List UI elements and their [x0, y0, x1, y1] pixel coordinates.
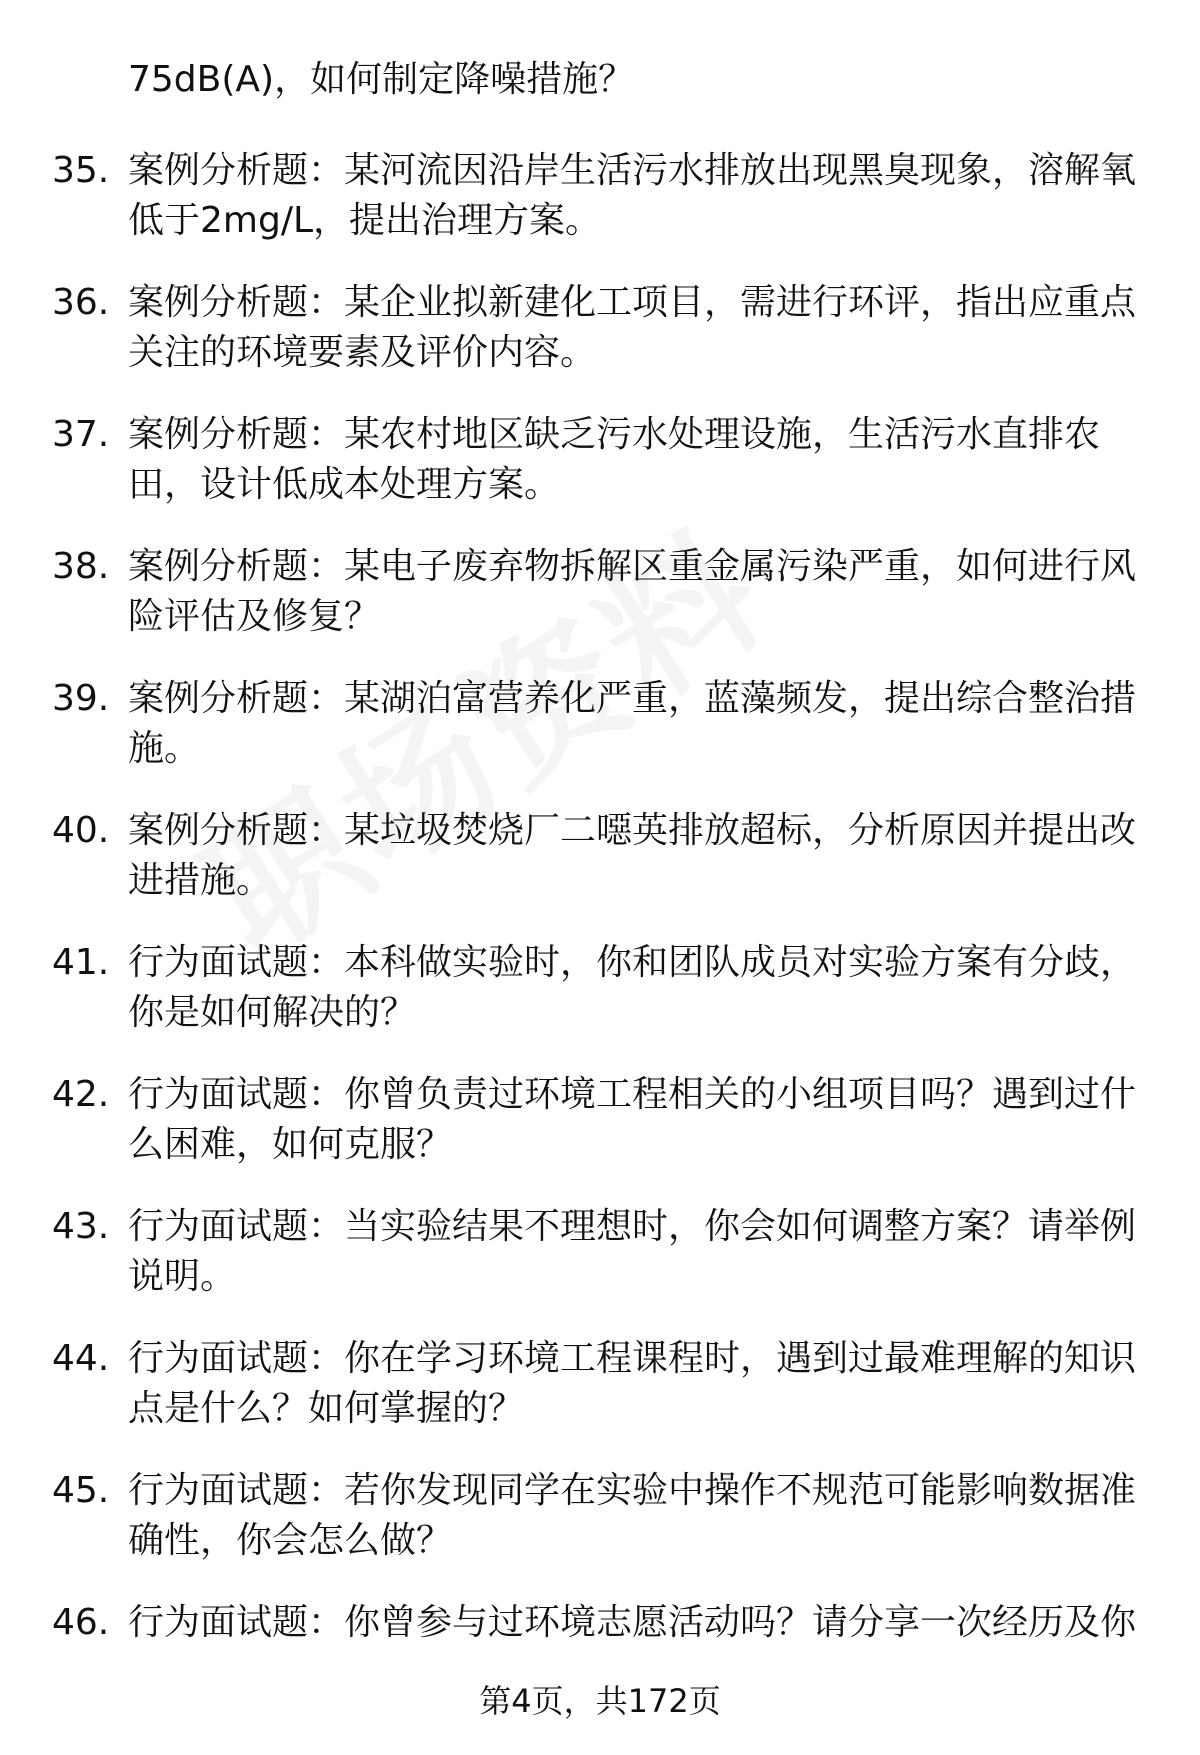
list-item [0, 938, 1200, 1070]
question-text: 案例分析题：某湖泊富营养化严重，蓝藻频发，提出综合整治措施。 [128, 678, 1137, 769]
question-text: 案例分析题：某河流因沿岸生活污水排放出现黑臭现象，溶解氧低于2mg/L，提出治理方案。 [128, 150, 1137, 241]
question-text: 案例分析题：某企业拟新建化工项目，需进行环评，指出应重点关注的环境要素及评价内容。 [128, 282, 1137, 373]
list-item [0, 1334, 1200, 1466]
question-text: 行为面试题：你曾参与过环境志愿活动吗？请分享一次经历及你 [128, 1602, 1137, 1643]
question-text: 案例分析题：某电子废弃物拆解区重金属污染严重，如何进行风险评估及修复？ [128, 546, 1137, 637]
question-number: 35. [52, 150, 110, 191]
list-item [0, 278, 1200, 410]
question-text: 行为面试题：你曾负责过环境工程相关的小组项目吗？遇到过什么困难，如何克服？ [128, 1074, 1137, 1165]
list-item [0, 542, 1200, 674]
list-item [0, 806, 1200, 938]
question-number: 40. [52, 810, 110, 851]
question-number: 42. [52, 1074, 110, 1115]
question-text: 案例分析题：某农村地区缺乏污水处理设施，生活污水直排农田，设计低成本处理方案。 [128, 414, 1101, 505]
question-number: 37. [52, 414, 110, 455]
question-number: 41. [52, 942, 110, 983]
question-number: 38. [52, 546, 110, 587]
list-item [0, 674, 1200, 806]
question-number: 36. [52, 282, 110, 323]
list-item [0, 146, 1200, 278]
question-number: 44. [52, 1338, 110, 1379]
question-text: 行为面试题：你在学习环境工程课程时，遇到过最难理解的知识点是什么？如何掌握的？ [128, 1338, 1137, 1429]
question-number: 46. [52, 1602, 110, 1643]
list-item [0, 410, 1200, 542]
continued-question-text: 75dB(A)，如何制定降噪措施？ [128, 59, 635, 100]
question-text: 案例分析题：某垃圾焚烧厂二噁英排放超标，分析原因并提出改进措施。 [128, 810, 1137, 901]
list-item [0, 1202, 1200, 1334]
question-text: 行为面试题：本科做实验时，你和团队成员对实验方案有分歧，你是如何解决的？ [128, 942, 1137, 1033]
page-footer: 第4页，共172页 [479, 1682, 721, 1720]
list-item [0, 1466, 1200, 1598]
question-text: 行为面试题：若你发现同学在实验中操作不规范可能影响数据准确性，你会怎么做？ [128, 1470, 1137, 1561]
question-number: 45. [52, 1470, 110, 1511]
question-text: 行为面试题：当实验结果不理想时，你会如何调整方案？请举例说明。 [128, 1206, 1137, 1297]
list-item [0, 1070, 1200, 1202]
question-number: 43. [52, 1206, 110, 1247]
question-number: 39. [52, 678, 110, 719]
question-list [0, 146, 1200, 1730]
